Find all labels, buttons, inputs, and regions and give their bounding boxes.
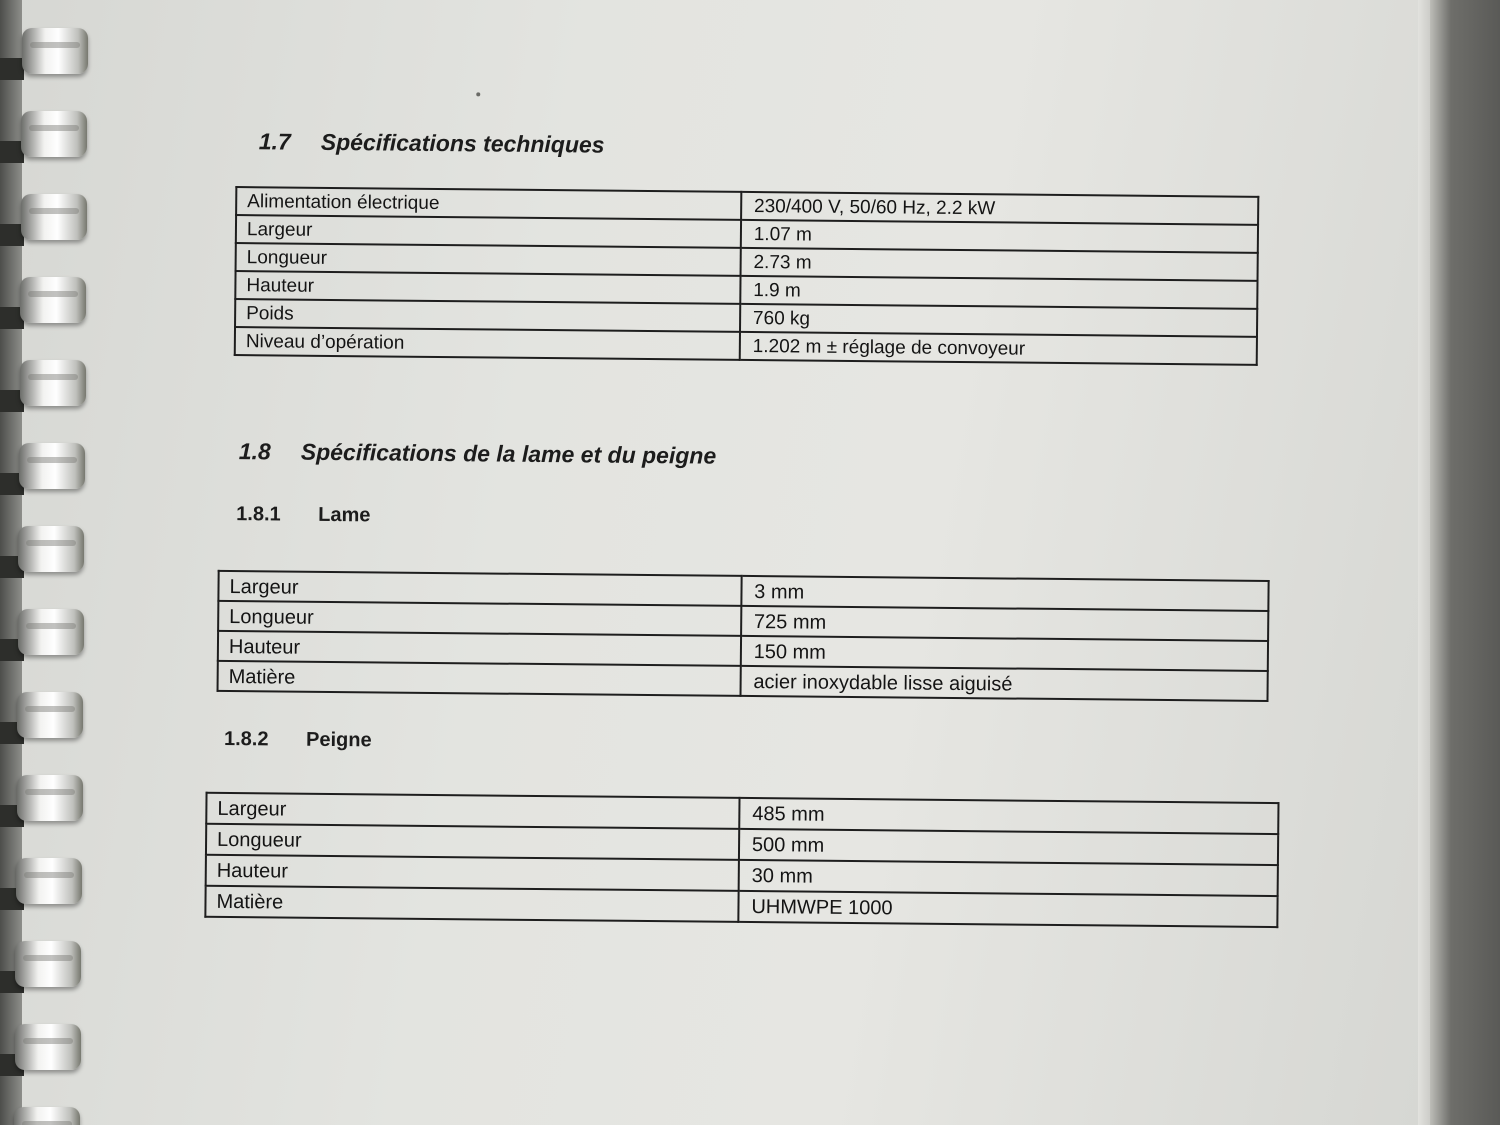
spec-label: Poids	[235, 299, 740, 332]
spec-value: 230/400 V, 50/60 Hz, 2.2 kW	[741, 192, 1258, 225]
subsection-title: Lame	[318, 503, 371, 527]
spec-label: Alimentation électrique	[236, 187, 741, 220]
paper-speck	[476, 92, 480, 96]
spec-value: 2.73 m	[740, 248, 1257, 281]
spec-label: Matière	[205, 886, 738, 922]
spec-value: 1.9 m	[740, 276, 1257, 309]
spec-value: acier inoxydable lisse aiguisé	[740, 666, 1268, 701]
spec-label: Niveau d’opération	[235, 327, 740, 360]
comb-specs-table	[204, 792, 1279, 928]
technical-specs-table	[234, 186, 1260, 366]
spec-label: Matière	[218, 661, 741, 696]
spec-value: 485 mm	[739, 798, 1278, 834]
spec-label: Longueur	[218, 601, 741, 636]
subsection-heading-1-8-2	[224, 728, 372, 752]
subsection-title: Peigne	[305, 728, 372, 752]
spec-value: 760 kg	[740, 304, 1257, 337]
section-title: Spécifications de la lame et du peigne	[300, 438, 717, 469]
spec-label: Hauteur	[218, 631, 741, 666]
spec-value: 725 mm	[741, 606, 1269, 641]
section-heading-1-7	[259, 128, 605, 158]
spec-value: 500 mm	[739, 829, 1278, 865]
spec-label: Hauteur	[235, 271, 740, 304]
spec-label: Hauteur	[206, 855, 739, 891]
spec-label: Largeur	[206, 793, 739, 829]
section-number: 1.8	[238, 438, 271, 465]
spec-value: 3 mm	[741, 576, 1269, 611]
blade-specs-table	[217, 570, 1270, 702]
subsection-number: 1.8.2	[223, 727, 269, 751]
spec-label: Largeur	[218, 571, 741, 606]
spec-label: Longueur	[236, 243, 741, 276]
spec-label: Longueur	[206, 824, 739, 860]
spec-value: 150 mm	[741, 636, 1269, 671]
section-number: 1.7	[258, 128, 291, 155]
section-title: Spécifications techniques	[320, 128, 605, 158]
spec-value: 30 mm	[739, 860, 1278, 896]
section-heading-1-8	[239, 438, 717, 470]
spec-value: 1.07 m	[741, 220, 1258, 253]
subsection-heading-1-8-1	[236, 503, 370, 527]
spec-label: Largeur	[236, 215, 741, 248]
subsection-number: 1.8.1	[236, 503, 281, 526]
spec-value: UHMWPE 1000	[738, 891, 1277, 927]
spec-value: 1.202 m ± réglage de convoyeur	[740, 332, 1257, 365]
